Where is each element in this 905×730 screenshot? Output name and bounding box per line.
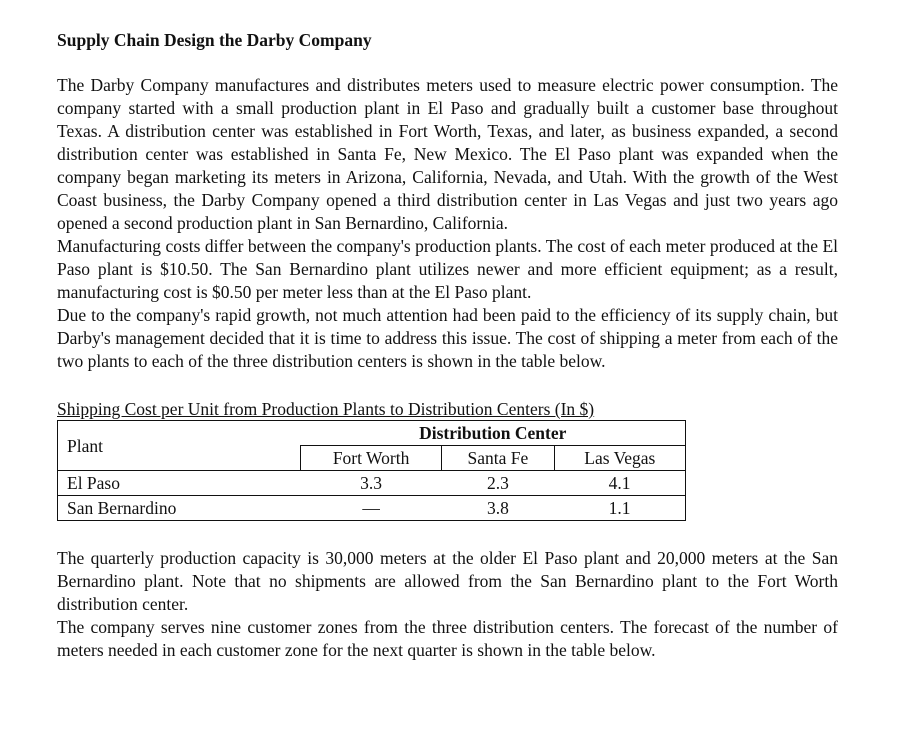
distribution-center-header: Distribution Center (301, 421, 686, 446)
shipping-paragraph: Due to the company's rapid growth, not much attention had been paid to the efficiency of its supply chain, but Darby's management decided that it is time to address this issue. The cost of shipping a meter from each of the two plants to each of the three distribution centers is shown in the table below. (57, 305, 838, 371)
column-header-las-vegas: Las Vegas (554, 446, 685, 471)
table-caption: Shipping Cost per Unit from Production Plants to Distribution Centers (In $) (57, 399, 595, 419)
table-row (58, 496, 686, 521)
cost-paragraph: Manufacturing costs differ between the company's production plants. The cost of each meter produced at the El Paso plant is $10.50. The San Bernardino plant utilizes newer and more efficient equipment; as a result, manufacturing cost is $0.50 per meter less than at the El Paso plant. (57, 236, 838, 302)
table-cell: 1.1 (554, 496, 685, 521)
table-header-row (58, 421, 686, 446)
column-header-fort-worth: Fort Worth (301, 446, 442, 471)
plant-name: El Paso (58, 471, 301, 496)
column-header-santa-fe: Santa Fe (442, 446, 554, 471)
table-cell: 2.3 (442, 471, 554, 496)
table-cell: 3.3 (301, 471, 442, 496)
table-row (58, 471, 686, 496)
capacity-paragraph: The quarterly production capacity is 30,000 meters at the older El Paso plant and 20,000 meters at the San Bernardino plant. Note that no shipments are allowed from the San Bernardino plant to the Fort Worth distribution center. (57, 548, 838, 614)
table-cell: 3.8 (442, 496, 554, 521)
document-page (57, 28, 838, 662)
table-cell: — (301, 496, 442, 521)
plant-name: San Bernardino (58, 496, 301, 521)
document-title: Supply Chain Design the Darby Company (57, 30, 372, 50)
table-cell: 4.1 (554, 471, 685, 496)
plant-column-header: Plant (58, 421, 301, 471)
intro-paragraph: The Darby Company manufactures and distributes meters used to measure electric power consumption. The company started with a small production plant in El Paso and gradually built a customer base throughout Texas. A distribution center was established in Fort Worth, Texas, and later, as business expanded, a second distribution center was established in Santa Fe, New Mexico. The El Paso plant was expanded when the company began marketing its meters in Arizona, California, Nevada, and Utah. With the growth of the West Coast business, the Darby Company opened a third distribution center in Las Vegas and just two years ago opened a second production plant in San Bernardino, California. (57, 75, 838, 233)
shipping-cost-table (57, 420, 686, 521)
customer-zones-paragraph: The company serves nine customer zones from the three distribution centers. The forecast of the number of meters needed in each customer zone for the next quarter is shown in the table below. (57, 617, 838, 660)
